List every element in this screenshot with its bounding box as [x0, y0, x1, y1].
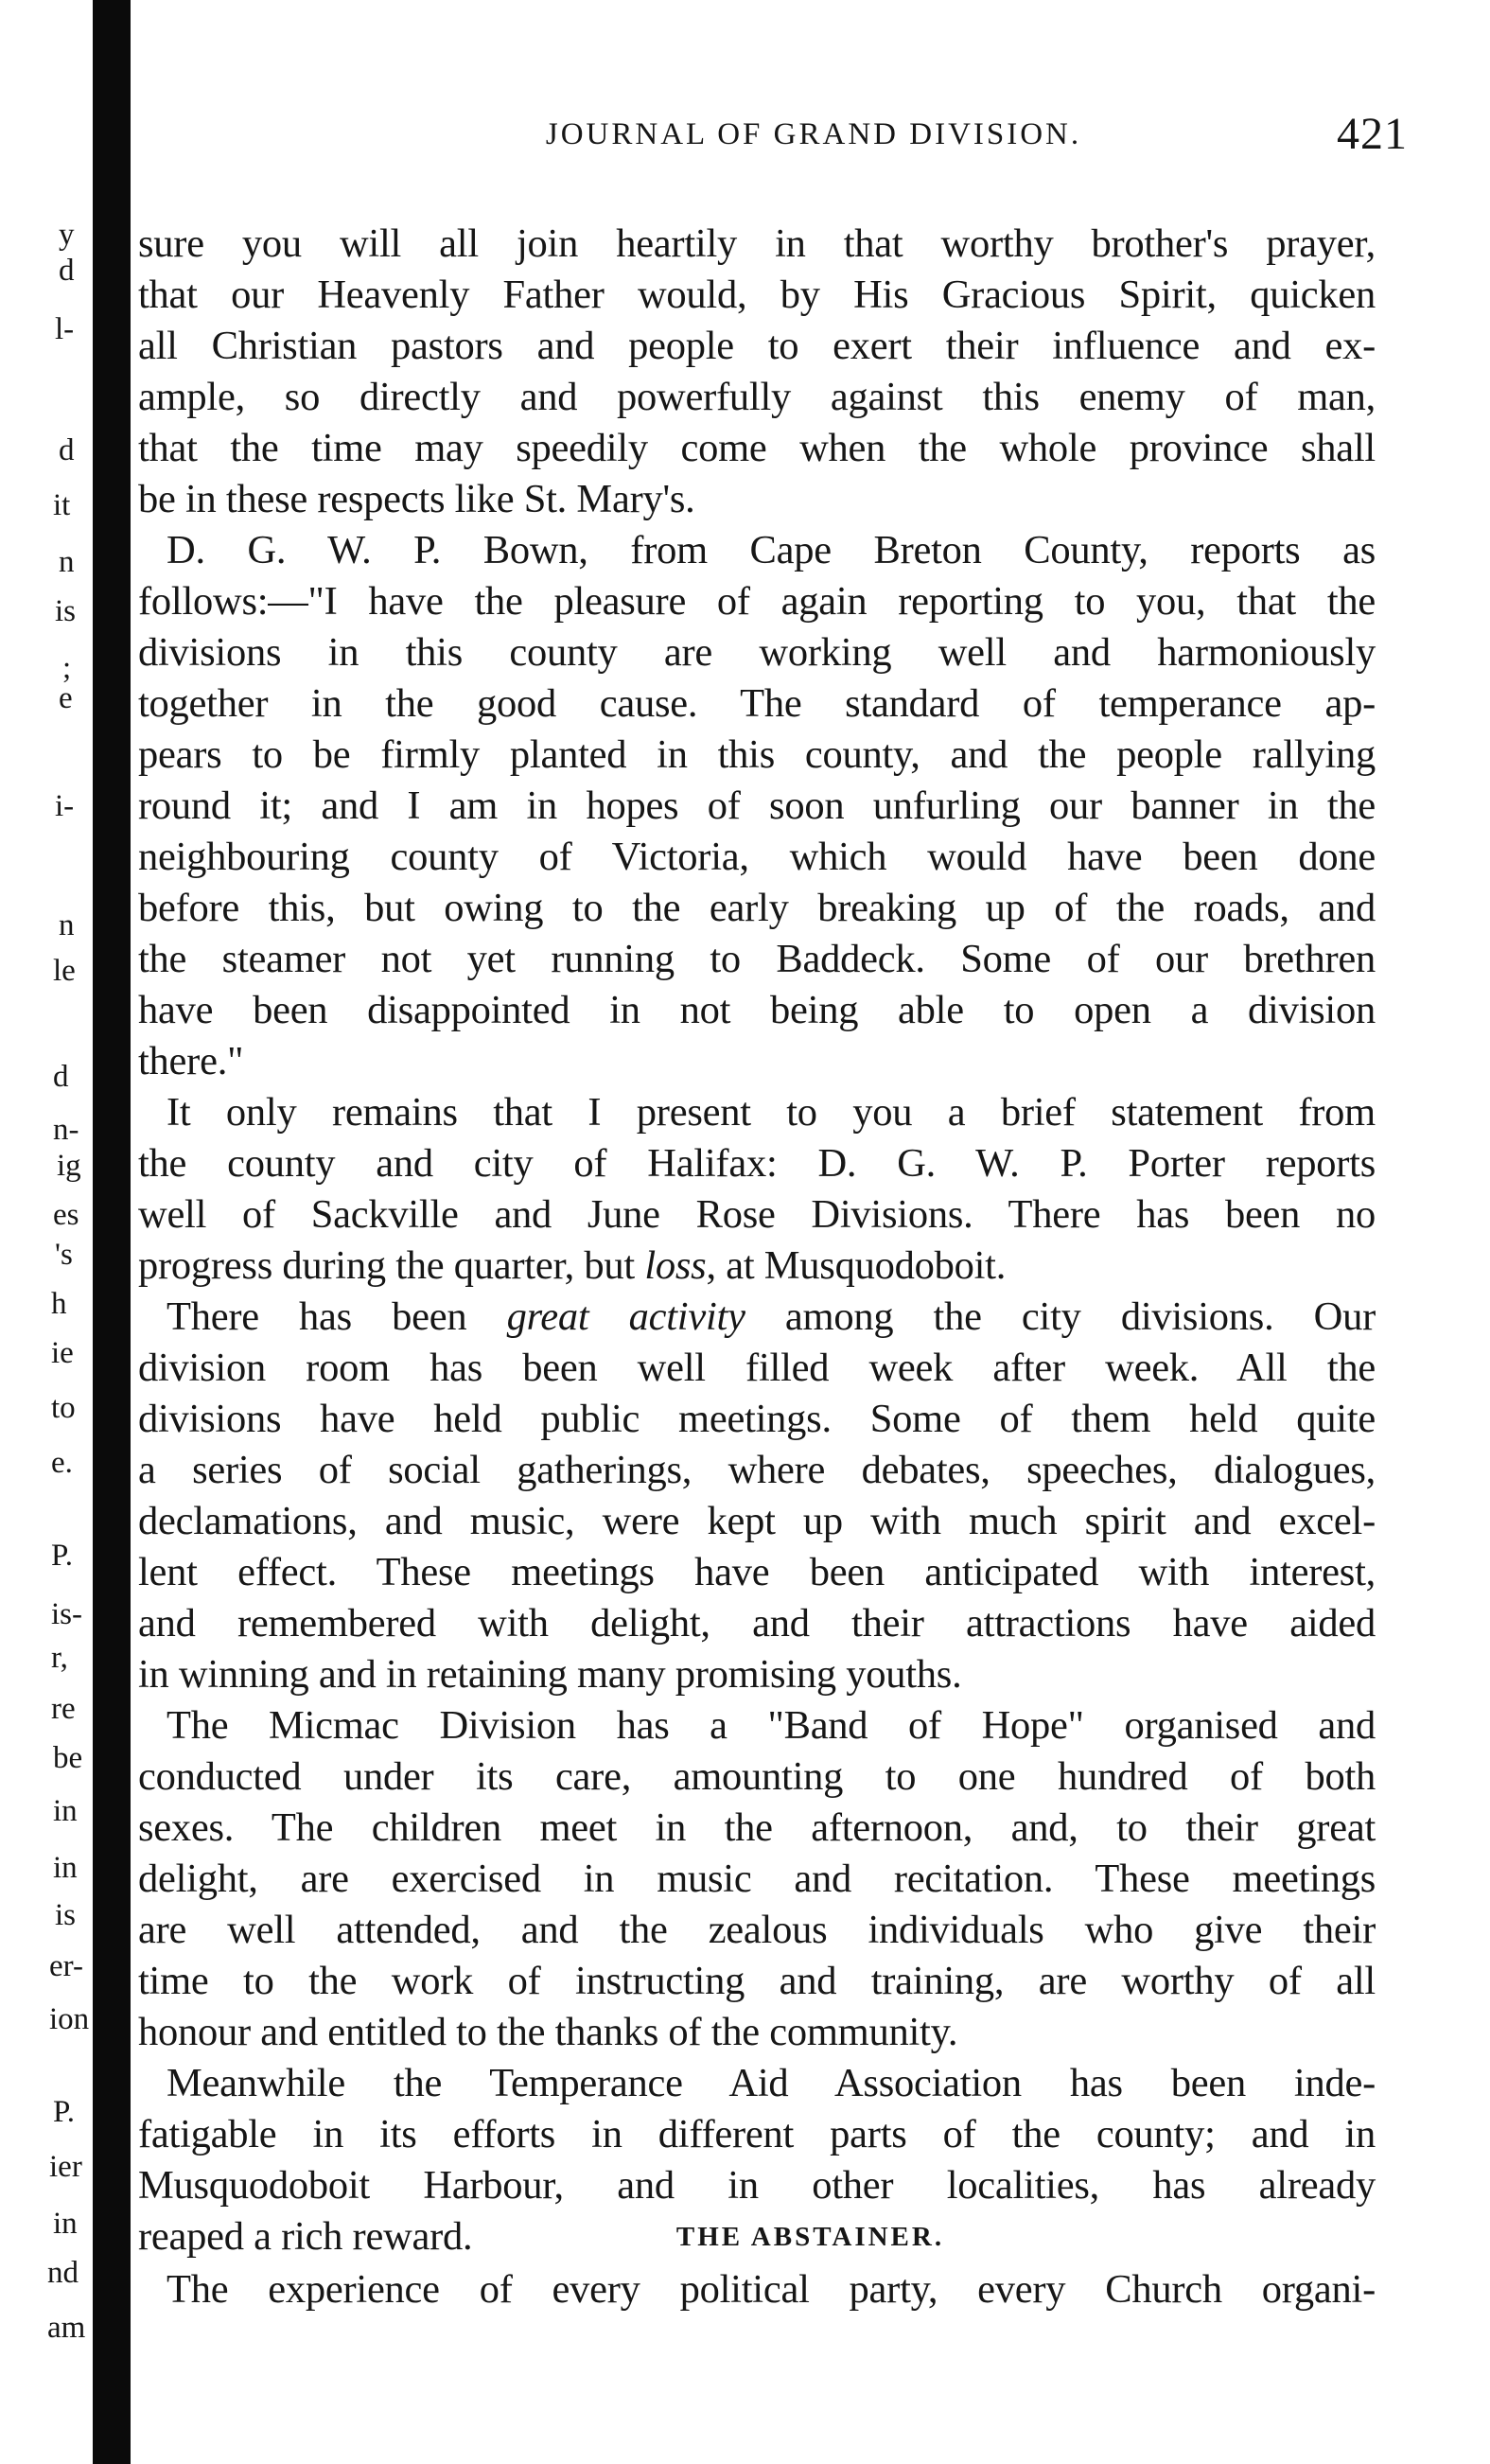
text-line: are well attended, and the zealous individuals who give their: [138, 1908, 1376, 1952]
gutter-fragment: be: [53, 1741, 83, 1775]
page-number: 421: [1337, 109, 1408, 159]
text-line: divisions have held public meetings. Some of them held quite: [138, 1397, 1376, 1441]
text-line: the county and city of Halifax: D. G. W. P. Porter reports: [138, 1141, 1376, 1186]
gutter-fragment: n: [59, 908, 75, 942]
gutter-fragment: r,: [51, 1641, 68, 1675]
text-line: fatigable in its efforts in different parts of the county; and in: [138, 2112, 1376, 2156]
text-segment: There has been: [167, 1294, 507, 1339]
text-line: before this, but owing to the early breaking up of the roads, and: [138, 886, 1376, 930]
text-line: sure you will all join heartily in that worthy brother's prayer,: [138, 221, 1376, 266]
emphasis: great activity: [506, 1294, 745, 1339]
gutter-fragment: it: [53, 488, 71, 522]
text-line: time to the work of instructing and training, are worthy of all: [138, 1959, 1376, 2003]
gutter-fragment: ie: [51, 1336, 74, 1370]
gutter-fragment: n: [59, 545, 75, 579]
gutter-fragment: ig: [57, 1149, 81, 1183]
text-line: delight, are exercised in music and recitation. These meetings: [138, 1857, 1376, 1901]
text-line: Meanwhile the Temperance Aid Association has been inde-: [167, 2061, 1376, 2105]
gutter-fragment: d: [53, 1060, 69, 1094]
gutter-fragment: is: [55, 594, 77, 628]
gutter-fragment: 's: [55, 1238, 73, 1272]
gutter-fragment: to: [51, 1391, 76, 1425]
text-line: divisions in this county are working well and harmoniously: [138, 630, 1376, 675]
gutter-fragment: in: [53, 1794, 78, 1828]
gutter-fragment: P.: [51, 1539, 73, 1573]
text-line: ample, so directly and powerfully against this enemy of man,: [138, 375, 1376, 419]
text-line: a series of social gatherings, where debates, speeches, dialogues,: [138, 1448, 1376, 1492]
text-segment: among the city divisions. Our: [745, 1294, 1376, 1339]
text-line: there.": [138, 1039, 244, 1083]
gutter-fragment: h: [51, 1287, 67, 1321]
text-line: It only remains that I present to you a brief statement from: [167, 1090, 1376, 1135]
adjacent-page-margin: [0, 0, 90, 2464]
gutter-fragment: d: [59, 254, 75, 288]
gutter-fragment: am: [47, 2311, 86, 2345]
text-line: [138, 1240, 1376, 1293]
text-line: The experience of every political party, every Church organi-: [167, 2267, 1376, 2312]
text-line: the steamer not yet running to Baddeck. Some of our brethren: [138, 937, 1376, 981]
gutter-fragment: is-: [51, 1597, 82, 1631]
text-line: D. G. W. P. Bown, from Cape Breton County, reports as: [167, 528, 1376, 572]
binding-shadow: [93, 0, 131, 2464]
gutter-fragment: i-: [55, 789, 75, 823]
text-line: pears to be firmly planted in this county, and the people rallying: [138, 732, 1376, 777]
text-line: division room has been well filled week after week. All the: [138, 1346, 1376, 1390]
gutter-fragment: in: [53, 2207, 78, 2241]
gutter-fragment: e: [59, 681, 73, 715]
text-line: be in these respects like St. Mary's.: [138, 477, 695, 521]
text-segment: , at Musquodoboit.: [706, 1243, 1007, 1288]
book-page: [131, 0, 1490, 2464]
text-line: sexes. The children meet in the afternoon, and, to their great: [138, 1805, 1376, 1850]
gutter-fragment: in: [53, 1851, 78, 1885]
text-line: follows:—"I have the pleasure of again reporting to you, that the: [138, 579, 1376, 624]
text-line: neighbouring county of Victoria, which would have been done: [138, 835, 1376, 879]
gutter-fragment: er-: [49, 1949, 83, 1983]
text-line: Musquodoboit Harbour, and in other localities, has already: [138, 2163, 1376, 2208]
text-line: honour and entitled to the thanks of the community.: [138, 2010, 958, 2054]
text-line: all Christian pastors and people to exert their influence and ex-: [138, 324, 1376, 368]
text-line: that our Heavenly Father would, by His Gracious Spirit, quicken: [138, 273, 1376, 317]
gutter-fragment: n-: [53, 1113, 79, 1147]
gutter-fragment: ier: [49, 2150, 82, 2184]
gutter-fragment: nd: [47, 2256, 79, 2290]
text-line: [167, 1291, 1376, 1344]
text-line: that the time may speedily come when the whole province shall: [138, 426, 1376, 470]
text-line: and remembered with delight, and their attractions have aided: [138, 1601, 1376, 1646]
gutter-fragment: d: [59, 433, 75, 467]
gutter-fragment: is: [55, 1898, 77, 1932]
gutter-fragment: e.: [51, 1446, 73, 1480]
gutter-fragment: l-: [55, 312, 75, 346]
gutter-fragment: y: [59, 218, 75, 252]
text-line: declamations, and music, were kept up with much spirit and excel-: [138, 1499, 1376, 1543]
text-line: in winning and in retaining many promising youths.: [138, 1652, 962, 1697]
gutter-fragment: P.: [53, 2095, 75, 2129]
text-line: reaped a rich reward.: [138, 2214, 473, 2259]
text-line: lent effect. These meetings have been anticipated with interest,: [138, 1550, 1376, 1594]
gutter-fragment: le: [53, 954, 76, 988]
gutter-fragment: es: [53, 1198, 79, 1232]
running-header: JOURNAL OF GRAND DIVISION.: [545, 117, 1082, 151]
text-line: well of Sackville and June Rose Divisions. There has been no: [138, 1192, 1376, 1237]
gutter-fragment: ;: [62, 651, 72, 685]
text-segment: progress during the quarter, but: [138, 1243, 645, 1288]
section-heading: THE ABSTAINER.: [675, 2222, 945, 2252]
text-line: together in the good cause. The standard of temperance ap-: [138, 681, 1376, 726]
text-line: The Micmac Division has a "Band of Hope" organised and: [167, 1703, 1376, 1748]
text-line: have been disappointed in not being able to open a division: [138, 988, 1376, 1032]
gutter-fragment: re: [51, 1692, 76, 1726]
text-line: round it; and I am in hopes of soon unfurling our banner in the: [138, 783, 1376, 828]
gutter-fragment: ion: [49, 2002, 90, 2036]
emphasis: loss: [644, 1243, 707, 1288]
text-line: conducted under its care, amounting to one hundred of both: [138, 1754, 1376, 1799]
